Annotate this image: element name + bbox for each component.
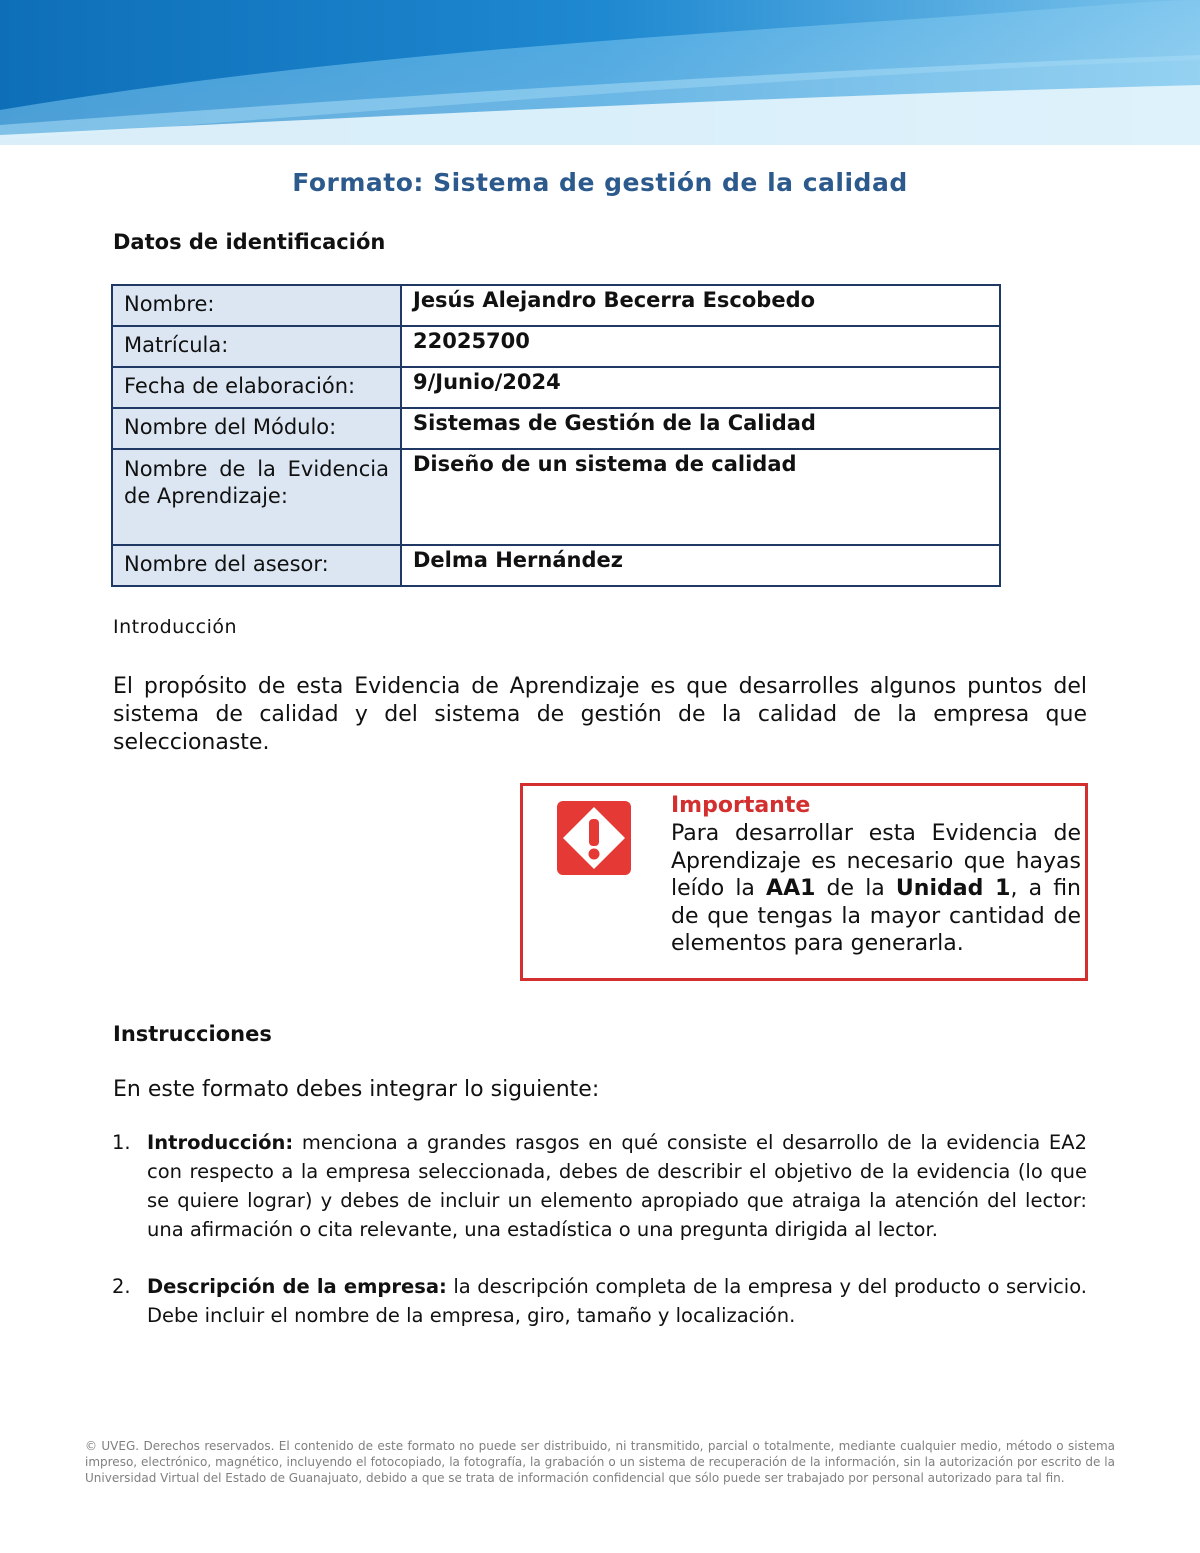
list-item [112,1272,1087,1330]
row-value: 22025700 [401,326,1000,367]
warning-icon [557,801,631,875]
important-text [671,820,1081,958]
item-text: menciona a grandes rasgos en qué consiste el desarrollo de la evidencia EA2 con respecto a la empresa seleccionada, debes de describir el objetivo de la evidencia (lo que se quiere lograr) y debes de incluir un elemento apropiado que atraiga la atención del lector: una afirmación o cita relevante, una estadística o una pregunta dirigida al lector. [147,1131,1087,1241]
important-title: Importante [671,793,811,818]
identification-table [111,284,1001,587]
item-number: 1. [112,1131,131,1154]
item-title: Introducción: [147,1131,294,1154]
instructions-list [112,1128,1087,1358]
header-banner [0,0,1200,145]
row-label: Nombre del Módulo: [112,408,401,449]
item-title: Descripción de la empresa: [147,1275,447,1298]
important-text-part: de la [815,876,896,901]
document-title: Formato: Sistema de gestión de la calidad [292,168,908,197]
item-text: la descripción completa de la empresa y del producto o servicio. Debe incluir el nombre de la empresa, giro, tamaño y localización. [147,1275,1087,1327]
row-label: Matrícula: [112,326,401,367]
table-row [112,367,1000,408]
row-label: Nombre de la Evidencia de Aprendizaje: [124,457,389,508]
row-label: Fecha de elaboración: [112,367,401,408]
row-label: Nombre del asesor: [112,545,401,586]
table-row [112,449,1000,545]
important-callout [520,783,1088,981]
important-bold-activity: AA1 [766,876,816,901]
table-row [112,545,1000,586]
instructions-lead: En este formato debes integrar lo siguiente: [113,1077,600,1102]
table-row [112,326,1000,367]
table-row [112,408,1000,449]
instructions-heading: Instrucciones [113,1022,272,1046]
important-text-part: , a fin de que tengas la mayor cantidad de elementos para generarla. [671,876,1081,956]
important-text-part: Para desarrollar esta Evidencia de Aprendizaje es necesario que hayas leído la [671,821,1081,901]
row-value: Diseño de un sistema de calidad [401,449,1000,545]
copyright-footer: © UVEG. Derechos reservados. El contenido de este formato no puede ser distribuido, ni transmitido, parcial o totalmente, mediante cualquier medio, método o sistema impreso, electrónico, magnético, incluyendo el fotocopiado, la fotografía, la grabación o un sistema de recuperación de la información, sin la autorización por escrito de la Universidad Virtual del Estado de Guanajuato, debido a que se trata de información confidencial que sólo puede ser trabajado por personal autorizado para tal fin. [85,1439,1115,1485]
row-value: 9/Junio/2024 [401,367,1000,408]
row-label: Nombre: [112,285,401,326]
row-value: Sistemas de Gestión de la Calidad [401,408,1000,449]
table-row [112,285,1000,326]
introduction-text: El propósito de esta Evidencia de Aprendizaje es que desarrolles algunos puntos del sistema de calidad y del sistema de gestión de la calidad de la empresa que seleccionaste. [113,674,1087,755]
introduction-label: Introducción [113,616,238,638]
item-number: 2. [112,1275,131,1298]
important-bold-unit: Unidad 1 [895,876,1011,901]
row-value: Jesús Alejandro Becerra Escobedo [401,285,1000,326]
row-value: Delma Hernández [401,545,1000,586]
list-item [112,1128,1087,1244]
identification-heading: Datos de identificación [113,230,386,254]
